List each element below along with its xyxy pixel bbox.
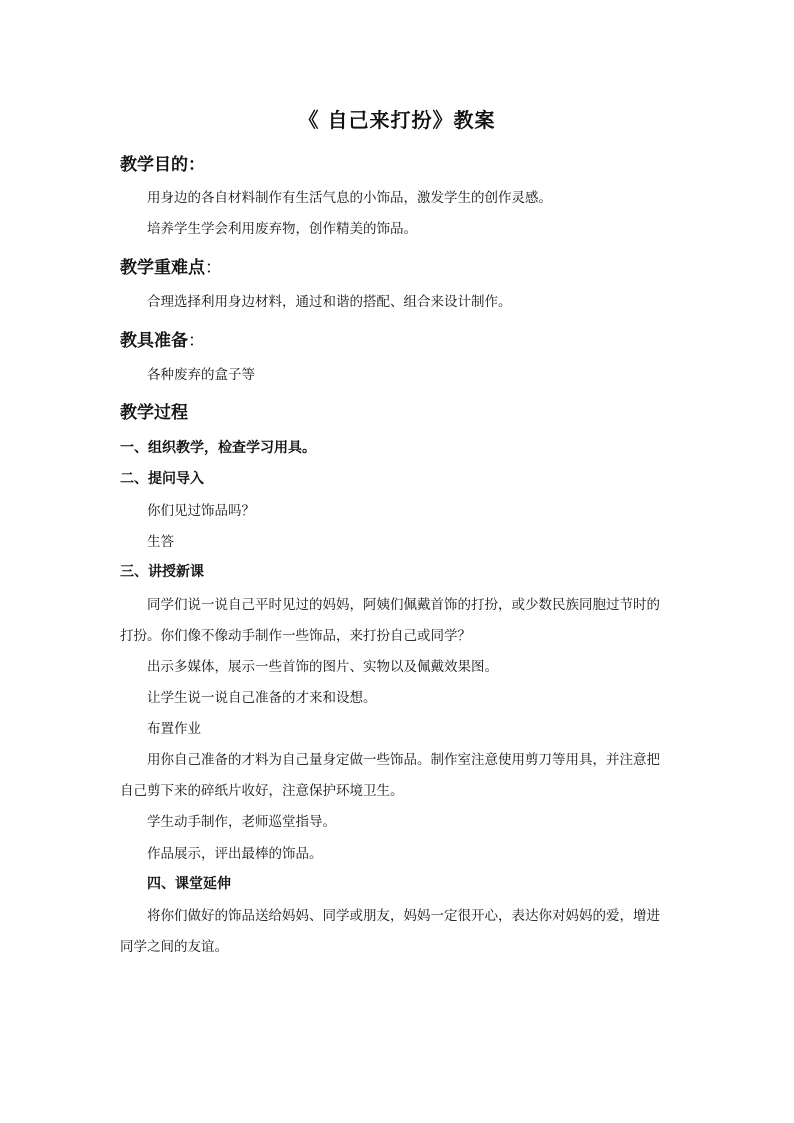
paragraph: 各种废弃的盒子等	[147, 367, 255, 383]
section-heading-process: 教学过程	[120, 403, 188, 423]
step-heading: 二、提问导入	[120, 471, 204, 487]
heading-text: 教学目的	[120, 155, 188, 175]
heading-colon: ：	[188, 331, 205, 351]
paragraph: 学生动手制作，老师巡堂指导。	[147, 814, 336, 830]
section-heading-materials	[120, 326, 205, 351]
paragraph: 用身边的各自材料制作有生活气息的小饰品，激发学生的创作灵感。	[147, 190, 552, 206]
section-heading-key-points	[120, 253, 222, 278]
paragraph: 同学们说一说自己平时见过的妈妈，阿姨们佩戴首饰的打扮，或少数民族同胞过节时的	[147, 597, 660, 613]
heading-text: 教学重难点	[120, 258, 205, 278]
heading-text: 教具准备	[120, 331, 188, 351]
paragraph-continuation: 同学之间的友谊。	[120, 939, 228, 955]
paragraph: 将你们做好的饰品送给妈妈、同学或朋友，妈妈一定很开心，表达你对妈妈的爱，增进	[147, 908, 660, 924]
paragraph: 用你自己准备的才料为自己量身定做一些饰品。制作室注意使用剪刀等用具，并注意把	[147, 752, 660, 768]
paragraph: 合理选择利用身边材料，通过和谐的搭配、组合来设计制作。	[147, 294, 512, 310]
section-heading-objectives	[120, 150, 205, 175]
paragraph-continuation: 打扮。你们像不像动手制作一些饰品，来打扮自己或同学？	[120, 628, 471, 644]
heading-colon: ：	[188, 155, 205, 175]
paragraph-continuation: 自己剪下来的碎纸片收好，注意保护环境卫生。	[120, 783, 404, 799]
paragraph: 生答	[147, 534, 174, 550]
heading-colon: ：	[205, 258, 222, 278]
paragraph: 布置作业	[147, 721, 201, 737]
paragraph: 你们见过饰品吗？	[147, 503, 255, 519]
step-heading: 一、组织教学，检查学习用具。	[120, 440, 316, 456]
step-heading: 四、课堂延伸	[147, 876, 231, 892]
paragraph: 出示多媒体，展示一些首饰的图片、实物以及佩戴效果图。	[147, 659, 498, 675]
document-title: 《 自己来打扮》教案	[298, 108, 496, 132]
paragraph: 培养学生学会利用废弃物，创作精美的饰品。	[147, 221, 417, 237]
step-heading: 三、讲授新课	[120, 564, 204, 580]
paragraph: 让学生说一说自己准备的才来和设想。	[147, 690, 377, 706]
paragraph: 作品展示，评出最棒的饰品。	[147, 846, 323, 862]
